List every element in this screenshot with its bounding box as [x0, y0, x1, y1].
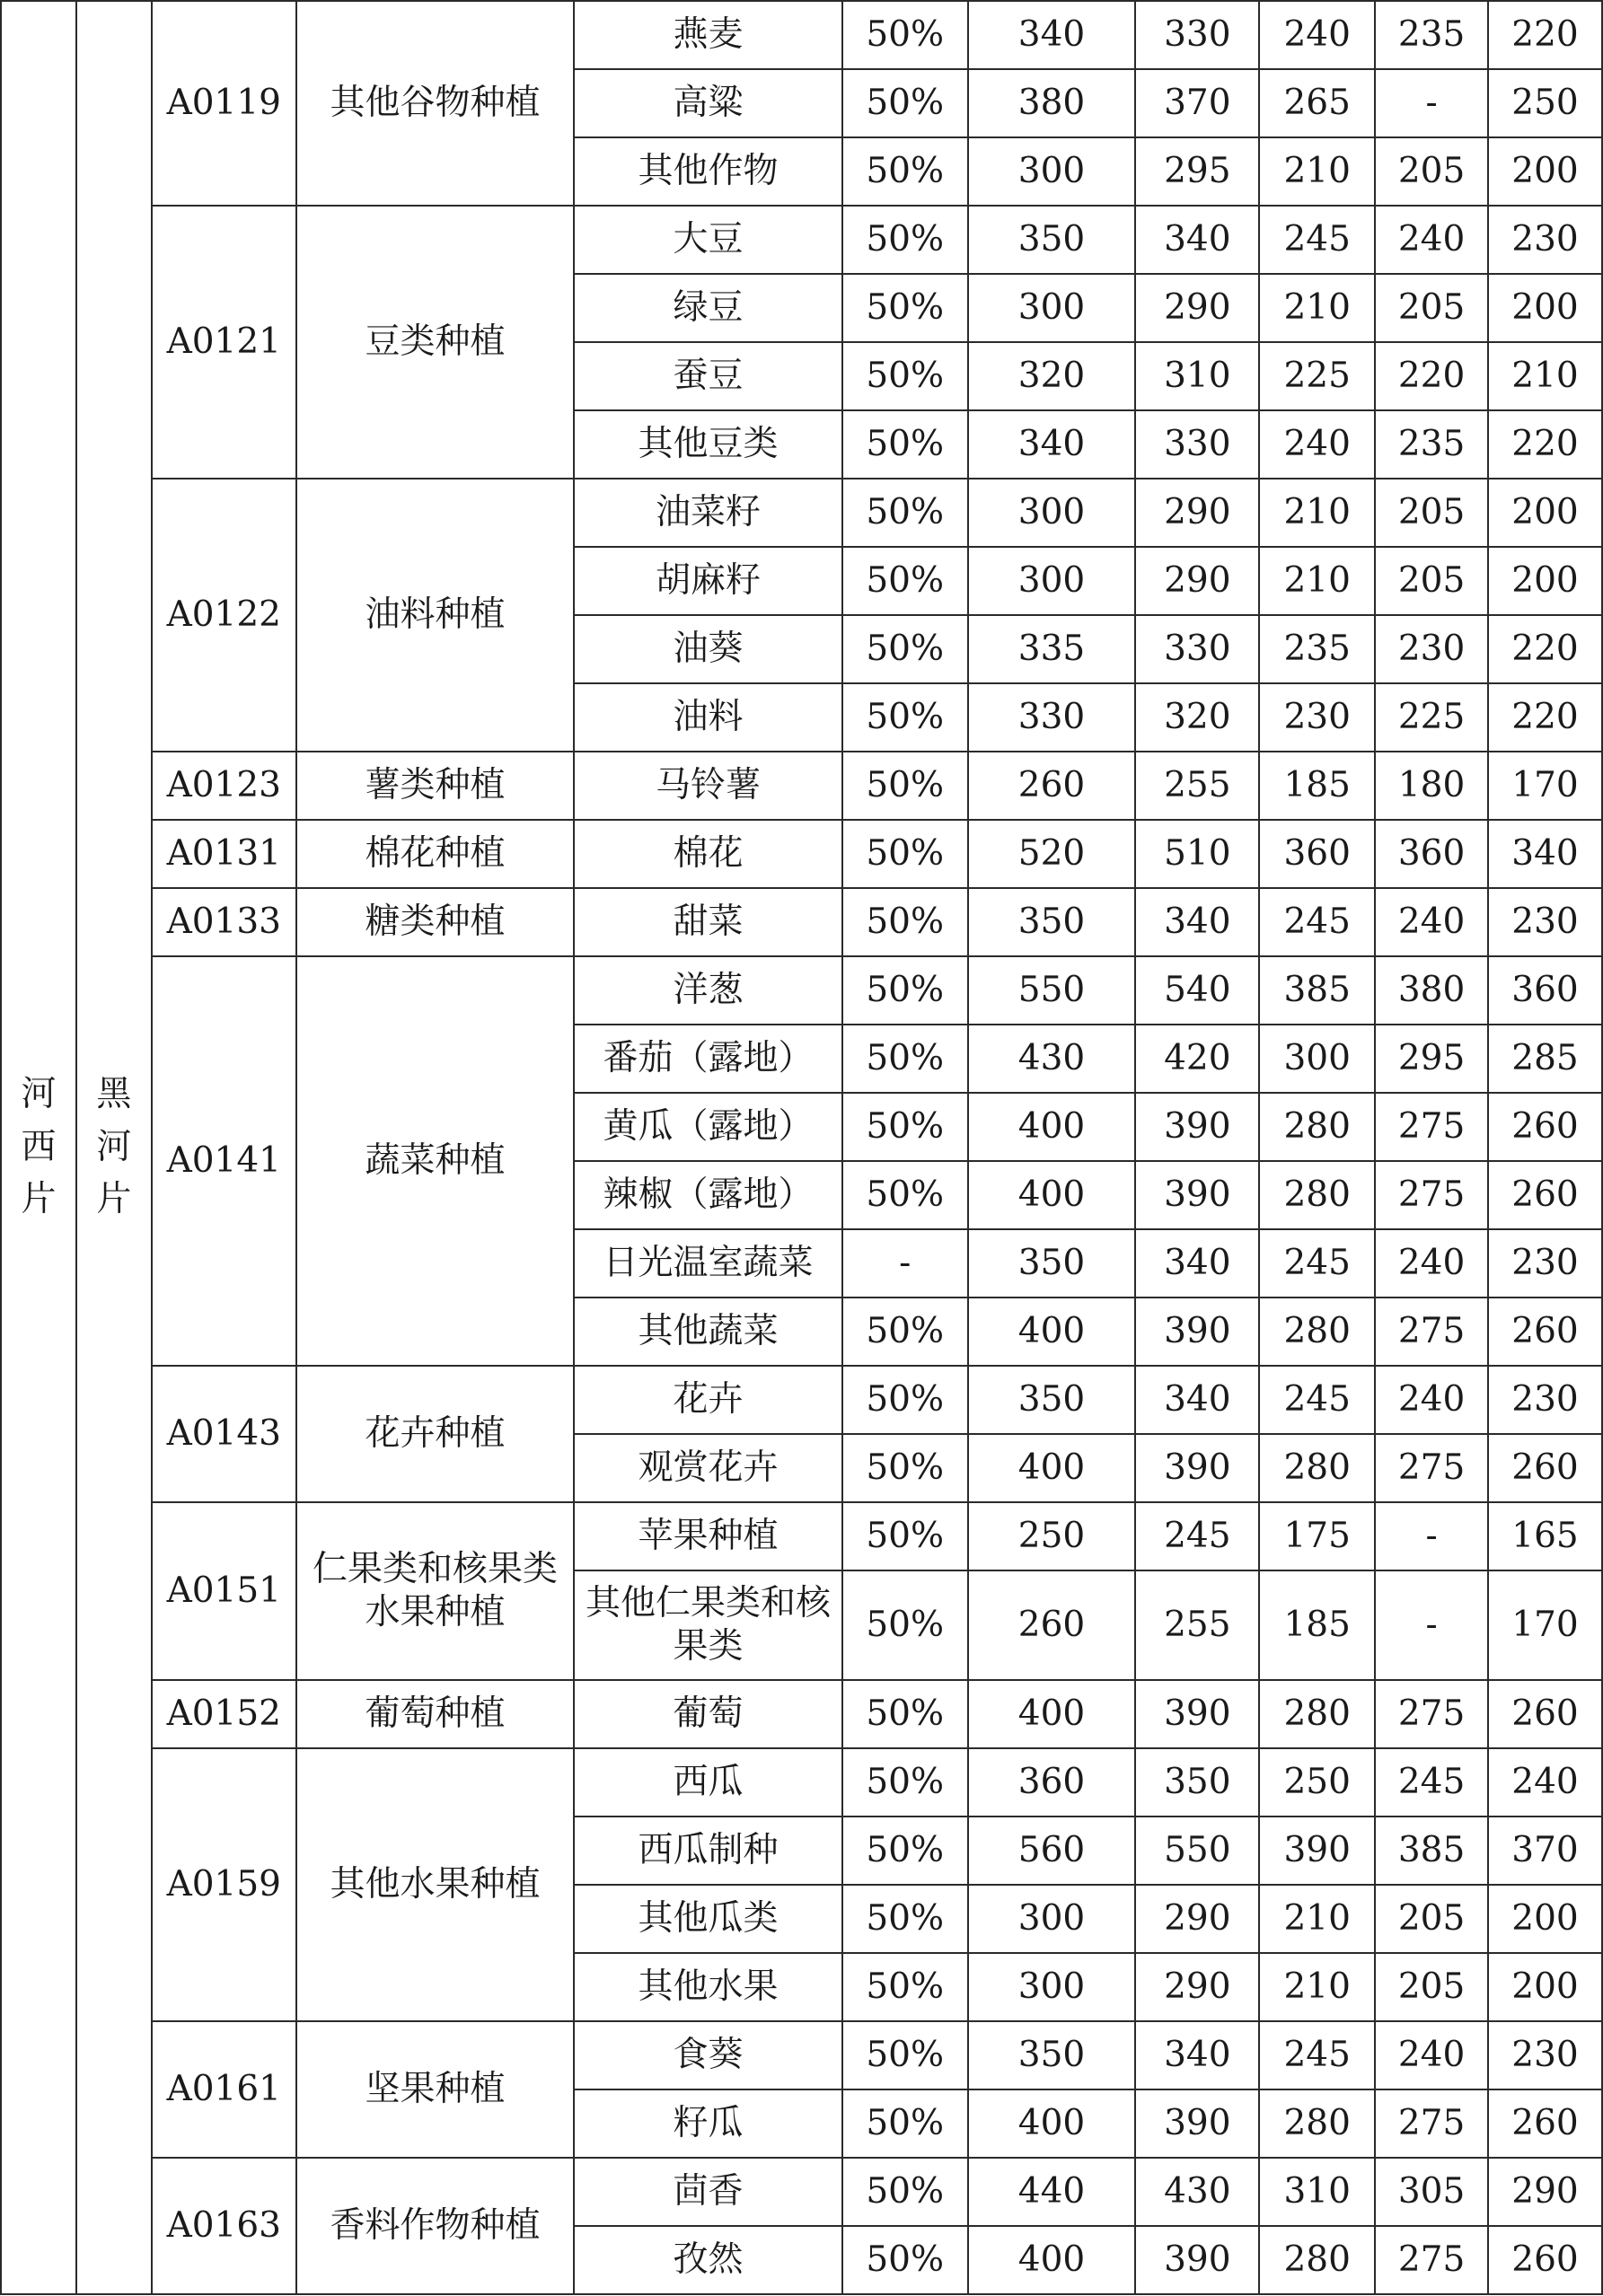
value-cell: 280 — [1259, 2089, 1375, 2158]
value-cell: 400 — [968, 1093, 1136, 1161]
crop-cell: 西瓜制种 — [574, 1817, 842, 1885]
value-cell: 300 — [1259, 1025, 1375, 1093]
value-cell: 165 — [1488, 1502, 1602, 1570]
industry-name-cell: 薯类种植 — [296, 752, 574, 820]
ratio-cell: 50% — [842, 479, 968, 547]
value-cell: 310 — [1259, 2158, 1375, 2226]
value-cell: 295 — [1375, 1025, 1488, 1093]
industry-name-cell: 豆类种植 — [296, 206, 574, 479]
value-cell: 230 — [1488, 888, 1602, 956]
value-cell: 245 — [1375, 1748, 1488, 1817]
value-cell: 335 — [968, 615, 1136, 683]
table-row — [1, 1366, 1602, 1434]
value-cell: 185 — [1259, 752, 1375, 820]
region-cell-char: 河 — [21, 1074, 57, 1115]
ratio-cell: 50% — [842, 2089, 968, 2158]
ratio-cell: 50% — [842, 2226, 968, 2294]
value-cell: 230 — [1488, 1366, 1602, 1434]
industry-name-cell: 其他水果种植 — [296, 1748, 574, 2021]
value-cell: 350 — [968, 1229, 1136, 1298]
table-row — [1, 1748, 1602, 1817]
value-cell: 275 — [1375, 2226, 1488, 2294]
industry-code-cell: A0121 — [152, 206, 296, 479]
value-cell: 380 — [968, 69, 1136, 137]
crop-cell: 葡萄 — [574, 1680, 842, 1748]
subregion-cell — [76, 1, 152, 2294]
value-cell: 260 — [1488, 1093, 1602, 1161]
region-cell — [1, 1, 76, 2294]
value-cell: 520 — [968, 820, 1136, 888]
ratio-cell: 50% — [842, 342, 968, 410]
value-cell: 350 — [968, 2021, 1136, 2089]
value-cell: 285 — [1488, 1025, 1602, 1093]
value-cell: 295 — [1135, 137, 1259, 206]
value-cell: 245 — [1259, 206, 1375, 274]
crop-cell: 孜然 — [574, 2226, 842, 2294]
crop-cell: 棉花 — [574, 820, 842, 888]
value-cell: 200 — [1488, 479, 1602, 547]
value-cell: 220 — [1375, 342, 1488, 410]
value-cell: 350 — [968, 1366, 1136, 1434]
industry-code-cell: A0119 — [152, 1, 296, 206]
value-cell: 260 — [1488, 2226, 1602, 2294]
value-cell: 290 — [1135, 479, 1259, 547]
ratio-cell: 50% — [842, 1953, 968, 2021]
crop-cell: 其他蔬菜 — [574, 1298, 842, 1366]
ratio-cell: 50% — [842, 2158, 968, 2226]
subregion-cell-char: 黑 — [96, 1074, 132, 1115]
value-cell: 400 — [968, 2226, 1136, 2294]
crop-cell: 蚕豆 — [574, 342, 842, 410]
table-row — [1, 1, 1602, 69]
crop-cell: 辣椒（露地） — [574, 1161, 842, 1229]
value-cell: 510 — [1135, 820, 1259, 888]
value-cell: 360 — [1375, 820, 1488, 888]
ratio-cell: 50% — [842, 1093, 968, 1161]
industry-code-cell: A0152 — [152, 1680, 296, 1748]
crop-cell: 马铃薯 — [574, 752, 842, 820]
value-cell: 400 — [968, 2089, 1136, 2158]
value-cell: 440 — [968, 2158, 1136, 2226]
value-cell: 260 — [1488, 1298, 1602, 1366]
value-cell: 250 — [1259, 1748, 1375, 1817]
ratio-cell: 50% — [842, 410, 968, 479]
value-cell: 340 — [1135, 888, 1259, 956]
value-cell: 340 — [1135, 2021, 1259, 2089]
value-cell: 240 — [1375, 1229, 1488, 1298]
value-cell: 280 — [1259, 1161, 1375, 1229]
value-cell: 420 — [1135, 1025, 1259, 1093]
value-cell: 400 — [968, 1680, 1136, 1748]
crop-cell: 洋葱 — [574, 956, 842, 1025]
value-cell: 360 — [968, 1748, 1136, 1817]
value-cell: 340 — [1488, 820, 1602, 888]
ratio-cell: 50% — [842, 615, 968, 683]
value-cell: 385 — [1259, 956, 1375, 1025]
ratio-cell: - — [842, 1229, 968, 1298]
value-cell: 290 — [1488, 2158, 1602, 2226]
crop-cell: 油葵 — [574, 615, 842, 683]
value-cell: 240 — [1375, 2021, 1488, 2089]
value-cell: 255 — [1135, 1570, 1259, 1680]
ratio-cell: 50% — [842, 1885, 968, 1953]
value-cell: 330 — [1135, 410, 1259, 479]
value-cell: 340 — [1135, 206, 1259, 274]
industry-name-cell: 仁果类和核果类水果种植 — [296, 1502, 574, 1680]
value-cell: 350 — [968, 206, 1136, 274]
value-cell: 240 — [1375, 206, 1488, 274]
industry-name-cell: 香料作物种植 — [296, 2158, 574, 2294]
ratio-cell: 50% — [842, 1748, 968, 1817]
value-cell: 265 — [1259, 69, 1375, 137]
value-cell: - — [1375, 1570, 1488, 1680]
crop-cell: 油菜籽 — [574, 479, 842, 547]
crop-cell: 高粱 — [574, 69, 842, 137]
value-cell: 185 — [1259, 1570, 1375, 1680]
value-cell: 390 — [1135, 1434, 1259, 1502]
value-cell: 330 — [1135, 615, 1259, 683]
value-cell: 560 — [968, 1817, 1136, 1885]
value-cell: 290 — [1135, 1885, 1259, 1953]
region-cell-char: 西 — [21, 1126, 57, 1167]
industry-code-cell: A0141 — [152, 956, 296, 1366]
value-cell: 390 — [1135, 1093, 1259, 1161]
table-row — [1, 888, 1602, 956]
value-cell: 180 — [1375, 752, 1488, 820]
value-cell: 300 — [968, 1885, 1136, 1953]
value-cell: 255 — [1135, 752, 1259, 820]
industry-name-cell: 油料种植 — [296, 479, 574, 752]
region-cell-char: 片 — [21, 1179, 57, 1220]
value-cell: 205 — [1375, 137, 1488, 206]
value-cell: 220 — [1488, 683, 1602, 752]
value-cell: 275 — [1375, 1298, 1488, 1366]
value-cell: 430 — [1135, 2158, 1259, 2226]
value-cell: 550 — [968, 956, 1136, 1025]
ratio-cell: 50% — [842, 1502, 968, 1570]
value-cell: 220 — [1488, 410, 1602, 479]
ratio-cell: 50% — [842, 547, 968, 615]
industry-code-cell: A0151 — [152, 1502, 296, 1680]
value-cell: 275 — [1375, 1434, 1488, 1502]
value-cell: 275 — [1375, 1680, 1488, 1748]
value-cell: 400 — [968, 1161, 1136, 1229]
value-cell: 290 — [1135, 274, 1259, 342]
value-cell: 330 — [968, 683, 1136, 752]
value-cell: 360 — [1488, 956, 1602, 1025]
value-cell: 300 — [968, 547, 1136, 615]
value-cell: 300 — [968, 1953, 1136, 2021]
value-cell: 300 — [968, 479, 1136, 547]
value-cell: 170 — [1488, 752, 1602, 820]
value-cell: 330 — [1135, 1, 1259, 69]
industry-code-cell: A0159 — [152, 1748, 296, 2021]
value-cell: 340 — [968, 1, 1136, 69]
industry-name-cell: 花卉种植 — [296, 1366, 574, 1502]
value-cell: 250 — [1488, 69, 1602, 137]
industry-name-cell: 其他谷物种植 — [296, 1, 574, 206]
value-cell: 220 — [1488, 1, 1602, 69]
ratio-cell: 50% — [842, 274, 968, 342]
industry-code-cell: A0133 — [152, 888, 296, 956]
value-cell: 210 — [1259, 479, 1375, 547]
value-cell: 240 — [1259, 410, 1375, 479]
crop-cell: 其他豆类 — [574, 410, 842, 479]
value-cell: 290 — [1135, 547, 1259, 615]
value-cell: 205 — [1375, 1953, 1488, 2021]
value-cell: 200 — [1488, 274, 1602, 342]
crop-cell: 其他作物 — [574, 137, 842, 206]
value-cell: 390 — [1135, 2089, 1259, 2158]
value-cell: 260 — [1488, 2089, 1602, 2158]
ratio-cell: 50% — [842, 1025, 968, 1093]
value-cell: - — [1375, 1502, 1488, 1570]
ratio-cell: 50% — [842, 820, 968, 888]
value-cell: 400 — [968, 1434, 1136, 1502]
value-cell: 260 — [968, 752, 1136, 820]
crop-cell: 大豆 — [574, 206, 842, 274]
value-cell: 275 — [1375, 1093, 1488, 1161]
industry-code-cell: A0163 — [152, 2158, 296, 2294]
industry-name-cell: 棉花种植 — [296, 820, 574, 888]
table-row — [1, 956, 1602, 1025]
ratio-cell: 50% — [842, 2021, 968, 2089]
industry-code-cell: A0143 — [152, 1366, 296, 1502]
industry-code-cell: A0123 — [152, 752, 296, 820]
value-cell: 210 — [1259, 1953, 1375, 2021]
crop-cell: 籽瓜 — [574, 2089, 842, 2158]
crop-cell: 其他仁果类和核果类 — [574, 1570, 842, 1680]
value-cell: 370 — [1135, 69, 1259, 137]
value-cell: 380 — [1375, 956, 1488, 1025]
value-cell: 240 — [1259, 1, 1375, 69]
value-cell: 280 — [1259, 1434, 1375, 1502]
crop-cell: 黄瓜（露地） — [574, 1093, 842, 1161]
value-cell: 300 — [968, 274, 1136, 342]
value-cell: 235 — [1259, 615, 1375, 683]
ratio-cell: 50% — [842, 752, 968, 820]
value-cell: 210 — [1259, 1885, 1375, 1953]
industry-name-cell: 葡萄种植 — [296, 1680, 574, 1748]
ratio-cell: 50% — [842, 69, 968, 137]
table-row — [1, 1680, 1602, 1748]
ratio-cell: 50% — [842, 683, 968, 752]
value-cell: 260 — [1488, 1161, 1602, 1229]
table-body — [1, 1, 1602, 2294]
value-cell: 225 — [1375, 683, 1488, 752]
industry-name-cell: 糖类种植 — [296, 888, 574, 956]
value-cell: 245 — [1259, 1229, 1375, 1298]
crop-cell: 苹果种植 — [574, 1502, 842, 1570]
value-cell: 340 — [1135, 1229, 1259, 1298]
value-cell: 235 — [1375, 1, 1488, 69]
value-cell: 230 — [1488, 2021, 1602, 2089]
ratio-cell: 50% — [842, 1366, 968, 1434]
value-cell: 260 — [1488, 1434, 1602, 1502]
value-cell: 300 — [968, 137, 1136, 206]
value-cell: 245 — [1135, 1502, 1259, 1570]
value-cell: 200 — [1488, 1885, 1602, 1953]
value-cell: 210 — [1259, 137, 1375, 206]
value-cell: 230 — [1375, 615, 1488, 683]
crop-cell: 花卉 — [574, 1366, 842, 1434]
ratio-cell: 50% — [842, 1161, 968, 1229]
crop-cell: 油料 — [574, 683, 842, 752]
ratio-cell: 50% — [842, 1680, 968, 1748]
value-cell: 390 — [1259, 1817, 1375, 1885]
industry-code-cell: A0131 — [152, 820, 296, 888]
table-row — [1, 752, 1602, 820]
table-row — [1, 206, 1602, 274]
value-cell: 340 — [1135, 1366, 1259, 1434]
value-cell: 205 — [1375, 479, 1488, 547]
table-row — [1, 479, 1602, 547]
value-cell: 280 — [1259, 1680, 1375, 1748]
ratio-cell: 50% — [842, 1, 968, 69]
ratio-cell: 50% — [842, 1298, 968, 1366]
value-cell: 240 — [1375, 1366, 1488, 1434]
value-cell: 205 — [1375, 547, 1488, 615]
value-cell: 245 — [1259, 888, 1375, 956]
value-cell: 430 — [968, 1025, 1136, 1093]
value-cell: 320 — [1135, 683, 1259, 752]
table-row — [1, 2021, 1602, 2089]
crop-cell: 西瓜 — [574, 1748, 842, 1817]
table-row — [1, 2158, 1602, 2226]
value-cell: 200 — [1488, 137, 1602, 206]
value-cell: 305 — [1375, 2158, 1488, 2226]
crop-cell: 绿豆 — [574, 274, 842, 342]
ratio-cell: 50% — [842, 1817, 968, 1885]
value-cell: 170 — [1488, 1570, 1602, 1680]
crop-cell: 日光温室蔬菜 — [574, 1229, 842, 1298]
subregion-cell-char: 片 — [96, 1179, 132, 1220]
value-cell: 225 — [1259, 342, 1375, 410]
value-cell: 310 — [1135, 342, 1259, 410]
value-cell: 210 — [1259, 547, 1375, 615]
ratio-cell: 50% — [842, 1434, 968, 1502]
ratio-cell: 50% — [842, 137, 968, 206]
value-cell: 360 — [1259, 820, 1375, 888]
industry-code-cell: A0122 — [152, 479, 296, 752]
table-row — [1, 1502, 1602, 1570]
crop-cell: 观赏花卉 — [574, 1434, 842, 1502]
value-cell: 205 — [1375, 274, 1488, 342]
value-cell: 550 — [1135, 1817, 1259, 1885]
table-row — [1, 820, 1602, 888]
subregion-cell-char: 河 — [96, 1126, 132, 1167]
crop-cell: 甜菜 — [574, 888, 842, 956]
ratio-cell: 50% — [842, 888, 968, 956]
value-cell: 175 — [1259, 1502, 1375, 1570]
crop-cell: 其他水果 — [574, 1953, 842, 2021]
value-cell: 240 — [1375, 888, 1488, 956]
value-cell: 340 — [968, 410, 1136, 479]
value-cell: 230 — [1488, 1229, 1602, 1298]
value-cell: 280 — [1259, 1093, 1375, 1161]
value-cell: 230 — [1488, 206, 1602, 274]
ratio-cell: 50% — [842, 956, 968, 1025]
value-cell: 320 — [968, 342, 1136, 410]
value-cell: 350 — [1135, 1748, 1259, 1817]
value-cell: 370 — [1488, 1817, 1602, 1885]
value-cell: 240 — [1488, 1748, 1602, 1817]
value-cell: 390 — [1135, 2226, 1259, 2294]
crop-cell: 食葵 — [574, 2021, 842, 2089]
value-cell: 260 — [968, 1570, 1136, 1680]
value-cell: 390 — [1135, 1298, 1259, 1366]
value-cell: 275 — [1375, 2089, 1488, 2158]
industry-name-cell: 坚果种植 — [296, 2021, 574, 2158]
value-cell: 400 — [968, 1298, 1136, 1366]
crop-cell: 茴香 — [574, 2158, 842, 2226]
value-cell: 290 — [1135, 1953, 1259, 2021]
value-cell: 205 — [1375, 1885, 1488, 1953]
value-cell: 390 — [1135, 1680, 1259, 1748]
value-cell: 235 — [1375, 410, 1488, 479]
value-cell: 390 — [1135, 1161, 1259, 1229]
value-cell: 250 — [968, 1502, 1136, 1570]
value-cell: 350 — [968, 888, 1136, 956]
industry-name-cell: 蔬菜种植 — [296, 956, 574, 1366]
value-cell: 210 — [1488, 342, 1602, 410]
crop-cell: 其他瓜类 — [574, 1885, 842, 1953]
value-cell: 220 — [1488, 615, 1602, 683]
crop-cell: 番茄（露地） — [574, 1025, 842, 1093]
value-cell: 260 — [1488, 1680, 1602, 1748]
ratio-cell: 50% — [842, 1570, 968, 1680]
value-cell: 230 — [1259, 683, 1375, 752]
crop-cell: 胡麻籽 — [574, 547, 842, 615]
value-cell: 385 — [1375, 1817, 1488, 1885]
value-cell: - — [1375, 69, 1488, 137]
value-cell: 200 — [1488, 547, 1602, 615]
value-cell: 280 — [1259, 2226, 1375, 2294]
value-cell: 275 — [1375, 1161, 1488, 1229]
value-cell: 540 — [1135, 956, 1259, 1025]
crop-cell: 燕麦 — [574, 1, 842, 69]
industry-code-cell: A0161 — [152, 2021, 296, 2158]
value-cell: 200 — [1488, 1953, 1602, 2021]
value-cell: 280 — [1259, 1298, 1375, 1366]
ratio-cell: 50% — [842, 206, 968, 274]
value-cell: 210 — [1259, 274, 1375, 342]
value-cell: 245 — [1259, 1366, 1375, 1434]
value-cell: 245 — [1259, 2021, 1375, 2089]
